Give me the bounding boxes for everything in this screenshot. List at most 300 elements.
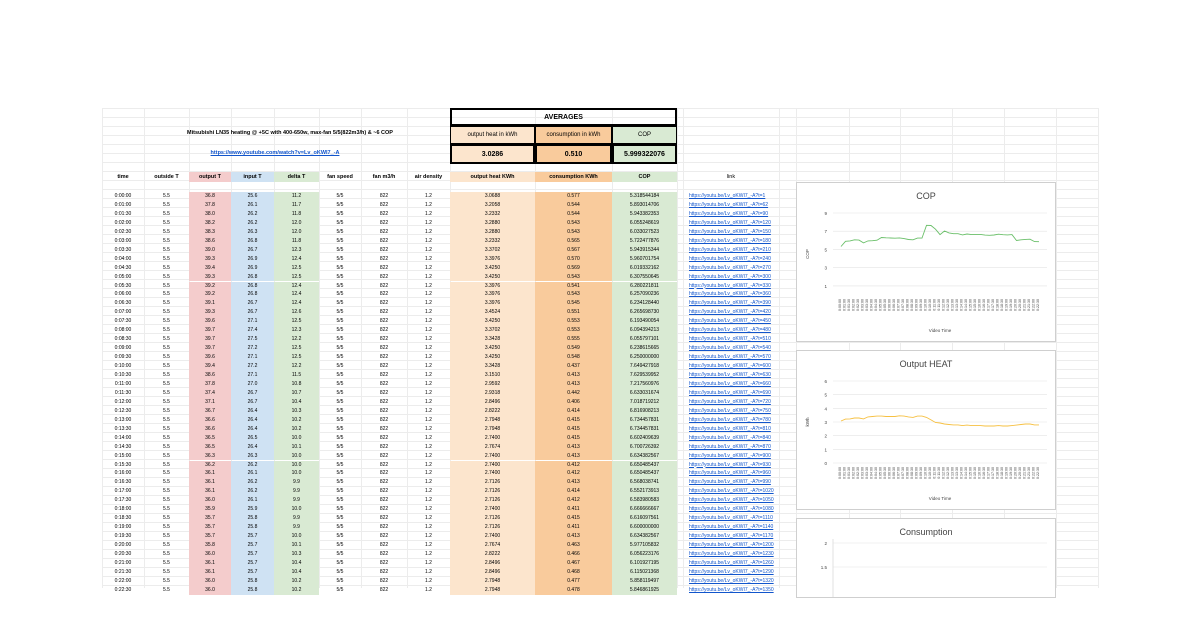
table-cell-col-output-heat: 2.7126 — [450, 487, 535, 496]
y-tick-label: 4 — [824, 406, 827, 412]
table-cell-col-time: 0:19:30 — [114, 533, 132, 540]
table-cell-col-fan-m3h: 822 — [379, 273, 389, 280]
table-cell-col-outside-t: 5.5 — [163, 282, 170, 289]
table-cell-col-air-density: 1.2 — [425, 300, 432, 307]
avg-output-heat-label: output heat in kWh — [450, 126, 535, 144]
table-cell-col-fan-m3h: 822 — [379, 559, 389, 566]
table-cell-col-delta-t: 10.0 — [274, 461, 319, 470]
table-cell-col-cop: 6.265698730 — [612, 308, 677, 317]
table-cell-col-outside-t: 5.5 — [163, 246, 170, 253]
table-cell-col-output-t: 36.1 — [189, 487, 231, 496]
x-tick-label: 0:11:00 — [932, 299, 937, 311]
table-cell-col-output-heat: 3.3976 — [450, 290, 535, 299]
table-cell-col-fan-m3h: 822 — [379, 246, 389, 253]
table-cell-col-output-heat: 2.7948 — [450, 425, 535, 434]
table-cell-col-input-t: 25.7 — [231, 568, 274, 577]
table-cell-col-fan-m3h: 822 — [379, 228, 389, 235]
table-cell-col-output-t: 35.7 — [189, 514, 231, 523]
table-cell-col-consumption: 0.463 — [535, 541, 612, 550]
table-cell-col-fan-speed: 5/5 — [336, 327, 344, 334]
table-cell-col-consumption: 0.413 — [535, 371, 612, 380]
table-cell-col-fan-speed: 5/5 — [336, 219, 344, 226]
x-tick-label: 0:18:00 — [995, 467, 1000, 479]
x-axis-label: Video Time — [928, 328, 952, 333]
table-cell-col-time: 0:13:30 — [114, 425, 132, 432]
table-cell-col-time: 0:10:00 — [114, 363, 132, 370]
table-cell-col-consumption: 0.413 — [535, 452, 612, 461]
x-tick-label: 0:11:30 — [937, 299, 941, 311]
table-cell-col-link[interactable]: https://youtu.be/Lv_oKWI7_-A?t=420 — [689, 309, 771, 316]
table-cell-col-fan-speed: 5/5 — [336, 559, 344, 566]
table-cell-col-input-t: 25.7 — [231, 532, 274, 541]
x-tick-label: 0:13:30 — [955, 299, 959, 311]
table-cell-col-outside-t: 5.5 — [163, 345, 170, 352]
table-cell-col-fan-speed: 5/5 — [336, 201, 344, 208]
x-tick-label: 0:22:30 — [1036, 299, 1040, 311]
table-cell-col-fan-m3h: 822 — [379, 506, 389, 513]
table-cell-col-link[interactable]: https://youtu.be/Lv_oKWI7_-A?t=630 — [689, 372, 771, 378]
table-cell-col-link[interactable]: https://youtu.be/Lv_oKWI7_-A?t=1110 — [689, 515, 773, 522]
output-heat-chart[interactable] — [796, 350, 1056, 510]
table-cell-col-fan-speed: 5/5 — [336, 533, 344, 540]
table-cell-col-link[interactable]: https://youtu.be/Lv_oKWI7_-A?t=1320 — [689, 577, 774, 584]
table-cell-col-fan-m3h: 822 — [379, 542, 389, 549]
table-cell-col-delta-t: 10.4 — [274, 559, 319, 568]
table-cell-col-input-t: 26.1 — [231, 469, 274, 478]
table-cell-col-output-heat: 2.7400 — [450, 461, 535, 470]
x-tick-label: 0:22:00 — [1031, 467, 1036, 479]
x-tick-label: 0:08:00 — [905, 299, 910, 311]
x-tick-label: 0:21:00 — [1022, 299, 1027, 311]
table-cell-col-output-heat: 2.7948 — [450, 577, 535, 586]
x-tick-label: 0:15:00 — [968, 467, 973, 479]
x-tick-label: 0:15:00 — [968, 299, 973, 311]
y-tick-label: 2 — [824, 433, 827, 439]
table-cell-col-link[interactable]: https://youtu.be/Lv_oKWI7_-A?t=1080 — [689, 506, 774, 513]
table-cell-col-link[interactable]: https://youtu.be/Lv_oKWI7_-A?t=240 — [689, 255, 771, 262]
table-cell-col-output-heat: 3.1510 — [450, 371, 535, 380]
table-cell-col-fan-speed: 5/5 — [336, 443, 344, 450]
table-cell-col-link[interactable]: https://youtu.be/Lv_oKWI7_-A?t=450 — [689, 318, 771, 325]
table-cell-col-output-heat: 3.4250 — [450, 264, 535, 273]
table-cell-col-fan-m3h: 822 — [379, 452, 389, 459]
table-cell-col-air-density: 1.2 — [425, 568, 432, 575]
x-tick-label: 0:01:30 — [847, 299, 851, 311]
x-tick-label: 0:00:00 — [838, 467, 842, 479]
x-tick-label: 0:18:30 — [1000, 467, 1004, 479]
table-cell-col-output-heat: 2.8496 — [450, 559, 535, 568]
cop-chart-plot — [797, 183, 1055, 341]
table-cell-col-link[interactable]: https://youtu.be/Lv_oKWI7_-A?t=150 — [689, 228, 771, 235]
table-cell-col-air-density: 1.2 — [425, 497, 432, 504]
table-cell-col-link[interactable]: https://youtu.be/Lv_oKWI7_-A?t=1 — [689, 193, 766, 199]
x-tick-label: 0:19:30 — [1009, 467, 1013, 479]
table-cell-col-link[interactable]: https://youtu.be/Lv_oKWI7_-A?t=1230 — [689, 551, 774, 557]
table-cell-col-delta-t: 10.4 — [274, 568, 319, 577]
table-cell-col-output-t: 36.5 — [189, 434, 231, 443]
table-cell-col-link[interactable]: https://youtu.be/Lv_oKWI7_-A?t=750 — [689, 407, 771, 414]
table-cell-col-link[interactable]: https://youtu.be/Lv_oKWI7_-A?t=720 — [689, 398, 771, 405]
table-cell-col-link[interactable]: https://youtu.be/Lv_oKWI7_-A?t=930 — [689, 461, 771, 468]
x-tick-label: 0:02:00 — [851, 467, 856, 479]
grid-line — [779, 108, 780, 588]
table-cell-col-output-t: 35.9 — [189, 505, 231, 514]
cop-chart[interactable] — [796, 182, 1056, 342]
x-tick-label: 0:09:00 — [914, 467, 919, 479]
table-cell-col-time: 0:16:00 — [114, 470, 132, 477]
header-col-fan-m3h: fan m3/h — [372, 174, 396, 180]
table-cell-col-outside-t: 5.5 — [163, 586, 170, 593]
table-cell-col-link[interactable]: https://youtu.be/Lv_oKWI7_-A?t=480 — [689, 327, 771, 334]
table-cell-col-output-t: 39.4 — [189, 362, 231, 371]
table-cell-col-cop: 6.633031674 — [612, 389, 677, 398]
table-cell-col-fan-m3h: 822 — [379, 425, 389, 432]
table-cell-col-air-density: 1.2 — [425, 533, 432, 540]
header-col-delta-t: delta T — [274, 172, 319, 182]
table-cell-col-air-density: 1.2 — [425, 354, 432, 361]
table-cell-col-link[interactable]: https://youtu.be/Lv_oKWI7_-A?t=810 — [689, 425, 771, 432]
x-tick-label: 0:22:30 — [1036, 467, 1040, 479]
table-cell-col-input-t: 26.9 — [231, 255, 274, 264]
table-cell-col-link[interactable]: https://youtu.be/Lv_oKWI7_-A?t=570 — [689, 354, 771, 361]
x-tick-label: 0:16:00 — [977, 299, 982, 311]
table-cell-col-fan-m3h: 822 — [379, 515, 389, 522]
table-cell-col-input-t: 26.5 — [231, 434, 274, 443]
table-cell-col-output-t: 36.8 — [189, 192, 231, 201]
table-cell-col-link[interactable]: https://youtu.be/Lv_oKWI7_-A?t=1290 — [689, 568, 774, 575]
header-col-fan-speed: fan speed — [327, 174, 353, 180]
table-cell-col-input-t: 26.2 — [231, 210, 274, 219]
table-cell-col-outside-t: 5.5 — [163, 443, 170, 450]
table-cell-col-fan-m3h: 822 — [379, 282, 389, 289]
table-cell-col-outside-t: 5.5 — [163, 551, 170, 557]
table-cell-col-input-t: 26.3 — [231, 452, 274, 461]
table-cell-col-time: 0:16:30 — [114, 479, 132, 486]
table-cell-col-air-density: 1.2 — [425, 515, 432, 522]
table-cell-col-consumption: 0.415 — [535, 425, 612, 434]
table-cell-col-output-heat: 2.7126 — [450, 478, 535, 487]
table-cell-col-input-t: 26.7 — [231, 246, 274, 255]
table-cell-col-cop: 5.977105832 — [612, 541, 677, 550]
table-cell-col-fan-speed: 5/5 — [336, 354, 344, 361]
table-cell-col-air-density: 1.2 — [425, 219, 432, 226]
table-cell-col-fan-speed: 5/5 — [336, 452, 344, 459]
table-cell-col-output-t: 37.8 — [189, 380, 231, 389]
y-tick-label: 5 — [824, 392, 827, 398]
table-cell-col-link[interactable]: https://youtu.be/Lv_oKWI7_-A?t=300 — [689, 273, 771, 280]
table-cell-col-cop: 5.858119497 — [612, 577, 677, 586]
table-cell-col-output-t: 39.6 — [189, 317, 231, 326]
table-cell-col-link[interactable]: https://youtu.be/Lv_oKWI7_-A?t=840 — [689, 434, 771, 441]
x-tick-label: 0:13:30 — [955, 467, 959, 479]
table-cell-col-output-t: 39.3 — [189, 273, 231, 282]
table-cell-col-fan-speed: 5/5 — [336, 407, 344, 414]
table-cell-col-outside-t: 5.5 — [163, 237, 170, 244]
table-cell-col-fan-m3h: 822 — [379, 372, 389, 378]
table-cell-col-consumption: 0.467 — [535, 559, 612, 568]
table-cell-col-output-heat: 2.7400 — [450, 505, 535, 514]
table-cell-col-time: 0:00:00 — [114, 193, 132, 199]
table-cell-col-input-t: 27.2 — [231, 362, 274, 371]
table-cell-col-outside-t: 5.5 — [163, 228, 170, 235]
table-cell-col-consumption: 0.477 — [535, 577, 612, 586]
table-cell-col-fan-speed: 5/5 — [336, 228, 344, 235]
table-cell-col-consumption: 0.406 — [535, 398, 612, 407]
x-tick-label: 0:01:00 — [842, 467, 847, 479]
table-cell-col-time: 0:17:30 — [114, 497, 132, 504]
table-cell-col-link[interactable]: https://youtu.be/Lv_oKWI7_-A?t=960 — [689, 470, 771, 477]
table-cell-col-fan-speed: 5/5 — [336, 470, 344, 477]
table-cell-col-fan-m3h: 822 — [379, 533, 389, 540]
header-col-input-t: input T — [231, 172, 274, 182]
table-cell-col-link[interactable]: https://youtu.be/Lv_oKWI7_-A?t=900 — [689, 452, 771, 459]
x-tick-label: 0:18:00 — [995, 299, 1000, 311]
x-tick-label: 0:05:30 — [883, 467, 887, 479]
table-cell-col-time: 0:15:00 — [114, 452, 132, 459]
table-cell-col-outside-t: 5.5 — [163, 201, 170, 208]
table-cell-col-cop: 6.019332162 — [612, 264, 677, 273]
table-cell-col-fan-m3h: 822 — [379, 300, 389, 307]
table-cell-col-consumption: 0.553 — [535, 326, 612, 335]
table-cell-col-outside-t: 5.5 — [163, 336, 170, 343]
y-tick-label: 3 — [824, 265, 827, 271]
x-tick-label: 0:13:00 — [950, 467, 955, 479]
table-cell-col-link[interactable]: https://youtu.be/Lv_oKWI7_-A?t=990 — [689, 479, 771, 486]
table-cell-col-link[interactable]: https://youtu.be/Lv_oKWI7_-A?t=390 — [689, 300, 771, 307]
table-cell-col-fan-speed: 5/5 — [336, 586, 344, 593]
table-cell-col-output-heat: 3.4524 — [450, 308, 535, 317]
table-cell-col-output-heat: 2.7674 — [450, 443, 535, 452]
x-tick-label: 0:06:00 — [887, 467, 892, 479]
table-cell-col-cop: 6.650485437 — [612, 461, 677, 470]
table-cell-col-fan-speed: 5/5 — [336, 389, 344, 396]
y-axis-label: kWh — [805, 417, 810, 427]
x-tick-label: 0:10:30 — [928, 299, 932, 311]
table-cell-col-link[interactable]: https://youtu.be/Lv_oKWI7_-A?t=1260 — [689, 559, 774, 566]
table-cell-col-delta-t: 12.5 — [274, 264, 319, 273]
table-cell-col-output-t: 39.7 — [189, 344, 231, 353]
table-cell-col-link[interactable]: https://youtu.be/Lv_oKWI7_-A?t=1050 — [689, 497, 774, 504]
table-cell-col-fan-speed: 5/5 — [336, 345, 344, 352]
table-cell-col-time: 0:08:30 — [114, 336, 132, 343]
table-cell-col-link[interactable]: https://youtu.be/Lv_oKWI7_-A?t=1140 — [689, 524, 774, 531]
table-cell-col-link[interactable]: https://youtu.be/Lv_oKWI7_-A?t=62 — [689, 201, 769, 208]
table-cell-col-output-heat: 2.7126 — [450, 523, 535, 532]
table-cell-col-time: 0:17:00 — [114, 488, 132, 495]
table-cell-col-input-t: 27.4 — [231, 326, 274, 335]
table-cell-col-air-density: 1.2 — [425, 389, 432, 396]
x-tick-label: 0:16:30 — [982, 299, 986, 311]
table-cell-col-air-density: 1.2 — [425, 264, 432, 271]
table-cell-col-link[interactable]: https://youtu.be/Lv_oKWI7_-A?t=540 — [689, 345, 771, 352]
table-cell-col-air-density: 1.2 — [425, 193, 432, 199]
table-cell-col-output-t: 38.6 — [189, 371, 231, 380]
table-cell-col-cop: 7.217560976 — [612, 380, 677, 389]
x-tick-label: 0:04:30 — [874, 467, 878, 479]
table-cell-col-air-density: 1.2 — [425, 345, 432, 352]
table-cell-col-link[interactable]: https://youtu.be/Lv_oKWI7_-A?t=870 — [689, 443, 771, 450]
x-tick-label: 0:05:00 — [878, 299, 883, 311]
table-cell-col-time: 0:05:00 — [114, 273, 132, 280]
table-cell-col-outside-t: 5.5 — [163, 488, 170, 495]
table-cell-col-output-t: 36.0 — [189, 577, 231, 586]
table-cell-col-output-heat: 2.7400 — [450, 434, 535, 443]
x-tick-label: 0:12:00 — [941, 299, 946, 311]
table-cell-col-cop: 6.734457831 — [612, 416, 677, 425]
table-cell-col-link[interactable]: https://youtu.be/Lv_oKWI7_-A?t=360 — [689, 291, 771, 298]
x-tick-label: 0:14:30 — [964, 467, 968, 479]
table-cell-col-cop: 6.238615665 — [612, 344, 677, 353]
table-cell-col-input-t: 26.2 — [231, 461, 274, 470]
x-tick-label: 0:08:30 — [910, 467, 914, 479]
table-cell-col-fan-speed: 5/5 — [336, 551, 344, 557]
x-tick-label: 0:01:00 — [842, 299, 847, 311]
table-cell-col-outside-t: 5.5 — [163, 318, 170, 325]
table-cell-col-input-t: 25.8 — [231, 577, 274, 586]
table-cell-col-air-density: 1.2 — [425, 470, 432, 477]
table-cell-col-fan-speed: 5/5 — [336, 318, 344, 325]
table-cell-col-link[interactable]: https://youtu.be/Lv_oKWI7_-A?t=90 — [689, 210, 769, 217]
table-cell-col-link[interactable]: https://youtu.be/Lv_oKWI7_-A?t=120 — [689, 219, 771, 226]
table-cell-col-outside-t: 5.5 — [163, 479, 170, 486]
x-tick-label: 0:08:00 — [905, 467, 910, 479]
table-cell-col-delta-t: 10.2 — [274, 416, 319, 425]
table-cell-col-time: 0:08:00 — [114, 327, 132, 334]
table-cell-col-output-heat: 3.2332 — [450, 237, 535, 246]
table-cell-col-time: 0:20:00 — [114, 542, 132, 549]
table-cell-col-link[interactable]: https://youtu.be/Lv_oKWI7_-A?t=600 — [689, 363, 771, 370]
y-tick-label: 6 — [824, 379, 827, 384]
table-cell-col-output-t: 38.0 — [189, 210, 231, 219]
table-cell-col-consumption: 0.478 — [535, 586, 612, 595]
consumption-chart[interactable] — [796, 518, 1056, 598]
y-tick-label: 2 — [824, 541, 827, 546]
grid-line — [1056, 108, 1057, 588]
table-cell-col-link[interactable]: https://youtu.be/Lv_oKWI7_-A?t=780 — [689, 416, 771, 423]
table-cell-col-cop: 6.734457831 — [612, 425, 677, 434]
table-cell-col-fan-m3h: 822 — [379, 434, 389, 441]
table-cell-col-fan-m3h: 822 — [379, 264, 389, 271]
table-cell-col-consumption: 0.415 — [535, 514, 612, 523]
table-cell-col-link[interactable]: https://youtu.be/Lv_oKWI7_-A?t=1020 — [689, 488, 774, 495]
table-cell-col-input-t: 26.2 — [231, 219, 274, 228]
table-cell-col-fan-speed: 5/5 — [336, 300, 344, 307]
x-tick-label: 0:22:00 — [1031, 299, 1036, 311]
x-tick-label: 0:05:30 — [883, 299, 887, 311]
table-cell-col-time: 0:12:00 — [114, 398, 132, 405]
y-tick-label: 1.5 — [820, 565, 827, 570]
header-col-outside-t: outside T — [154, 174, 179, 180]
table-cell-col-fan-m3h: 822 — [379, 407, 389, 414]
x-tick-label: 0:20:00 — [1013, 467, 1018, 479]
table-cell-col-link[interactable]: https://youtu.be/Lv_oKWI7_-A?t=660 — [689, 380, 771, 387]
table-cell-col-fan-speed: 5/5 — [336, 363, 344, 370]
table-cell-col-time: 0:14:30 — [114, 443, 132, 450]
table-cell-col-outside-t: 5.5 — [163, 524, 170, 531]
table-cell-col-cop: 6.816908213 — [612, 407, 677, 416]
table-cell-col-fan-m3h: 822 — [379, 416, 389, 423]
table-cell-col-output-t: 39.2 — [189, 290, 231, 299]
table-cell-col-delta-t: 10.0 — [274, 434, 319, 443]
table-cell-col-cop: 6.257090236 — [612, 290, 677, 299]
table-cell-col-delta-t: 9.9 — [274, 514, 319, 523]
y-tick-label: 0 — [824, 461, 827, 466]
table-cell-col-delta-t: 12.3 — [274, 246, 319, 255]
x-tick-label: 0:20:00 — [1013, 299, 1018, 311]
table-cell-col-link[interactable]: https://youtu.be/Lv_oKWI7_-A?t=1170 — [689, 533, 774, 540]
table-cell-col-delta-t: 10.0 — [274, 452, 319, 461]
x-tick-label: 0:12:00 — [941, 467, 946, 479]
x-tick-label: 0:19:30 — [1009, 299, 1013, 311]
series-line — [841, 416, 1039, 426]
video-link[interactable]: https://www.youtube.com/watch?v=Lv_oKWI7_-A — [210, 150, 340, 156]
y-tick-label: 1 — [824, 447, 827, 453]
table-cell-col-air-density: 1.2 — [425, 551, 432, 557]
table-cell-col-link[interactable]: https://youtu.be/Lv_oKWI7_-A?t=510 — [689, 336, 771, 343]
table-cell-col-consumption: 0.543 — [535, 228, 612, 237]
table-cell-col-time: 0:19:00 — [114, 524, 132, 531]
table-cell-col-air-density: 1.2 — [425, 559, 432, 566]
table-cell-col-outside-t: 5.5 — [163, 452, 170, 459]
table-cell-col-output-heat: 2.9592 — [450, 380, 535, 389]
table-cell-col-input-t: 25.8 — [231, 586, 274, 595]
table-cell-col-link[interactable]: https://youtu.be/Lv_oKWI7_-A?t=1200 — [689, 542, 774, 549]
table-cell-col-delta-t: 12.4 — [274, 290, 319, 299]
table-cell-col-delta-t: 12.5 — [274, 353, 319, 362]
table-cell-col-cop: 6.634382567 — [612, 532, 677, 541]
table-cell-col-link[interactable]: https://youtu.be/Lv_oKWI7_-A?t=1350 — [689, 586, 774, 593]
table-cell-col-consumption: 0.411 — [535, 505, 612, 514]
table-cell-col-delta-t: 11.5 — [274, 371, 319, 380]
table-cell-col-input-t: 26.7 — [231, 398, 274, 407]
table-cell-col-delta-t: 12.0 — [274, 228, 319, 237]
table-cell-col-output-heat: 3.3428 — [450, 335, 535, 344]
header-col-cop: COP — [612, 172, 677, 182]
x-tick-label: 0:17:00 — [986, 467, 991, 479]
table-cell-col-input-t: 26.8 — [231, 273, 274, 282]
grid-line — [849, 108, 850, 588]
table-cell-col-output-heat: 2.7948 — [450, 416, 535, 425]
table-cell-col-link[interactable]: https://youtu.be/Lv_oKWI7_-A?t=270 — [689, 264, 771, 271]
x-tick-label: 0:07:30 — [901, 467, 905, 479]
x-tick-label: 0:09:30 — [919, 467, 923, 479]
table-cell-col-output-heat: 2.7400 — [450, 532, 535, 541]
table-cell-col-outside-t: 5.5 — [163, 219, 170, 226]
x-tick-label: 0:14:00 — [959, 467, 964, 479]
table-cell-col-time: 0:14:00 — [114, 434, 132, 441]
x-tick-label: 0:17:00 — [986, 299, 991, 311]
table-cell-col-consumption: 0.543 — [535, 290, 612, 299]
table-cell-col-output-heat: 2.7400 — [450, 452, 535, 461]
table-cell-col-delta-t: 10.0 — [274, 469, 319, 478]
table-cell-col-air-density: 1.2 — [425, 309, 432, 316]
table-cell-col-link[interactable]: https://youtu.be/Lv_oKWI7_-A?t=690 — [689, 389, 771, 396]
table-cell-col-output-heat: 2.8222 — [450, 407, 535, 416]
table-cell-col-cop: 5.943382353 — [612, 210, 677, 219]
table-cell-col-fan-m3h: 822 — [379, 336, 389, 343]
x-tick-label: 0:16:30 — [982, 467, 986, 479]
table-cell-col-consumption: 0.567 — [535, 246, 612, 255]
avg-cop-value: 5.999322076 — [612, 144, 677, 164]
table-cell-col-output-t: 36.1 — [189, 469, 231, 478]
x-tick-label: 0:21:30 — [1027, 299, 1031, 311]
table-cell-col-input-t: 27.5 — [231, 335, 274, 344]
table-cell-col-cop: 6.193490054 — [612, 317, 677, 326]
table-cell-col-link[interactable]: https://youtu.be/Lv_oKWI7_-A?t=180 — [689, 237, 771, 244]
table-cell-col-link[interactable]: https://youtu.be/Lv_oKWI7_-A?t=330 — [689, 282, 771, 289]
table-cell-col-delta-t: 10.2 — [274, 577, 319, 586]
table-cell-col-link[interactable]: https://youtu.be/Lv_oKWI7_-A?t=210 — [689, 246, 771, 253]
